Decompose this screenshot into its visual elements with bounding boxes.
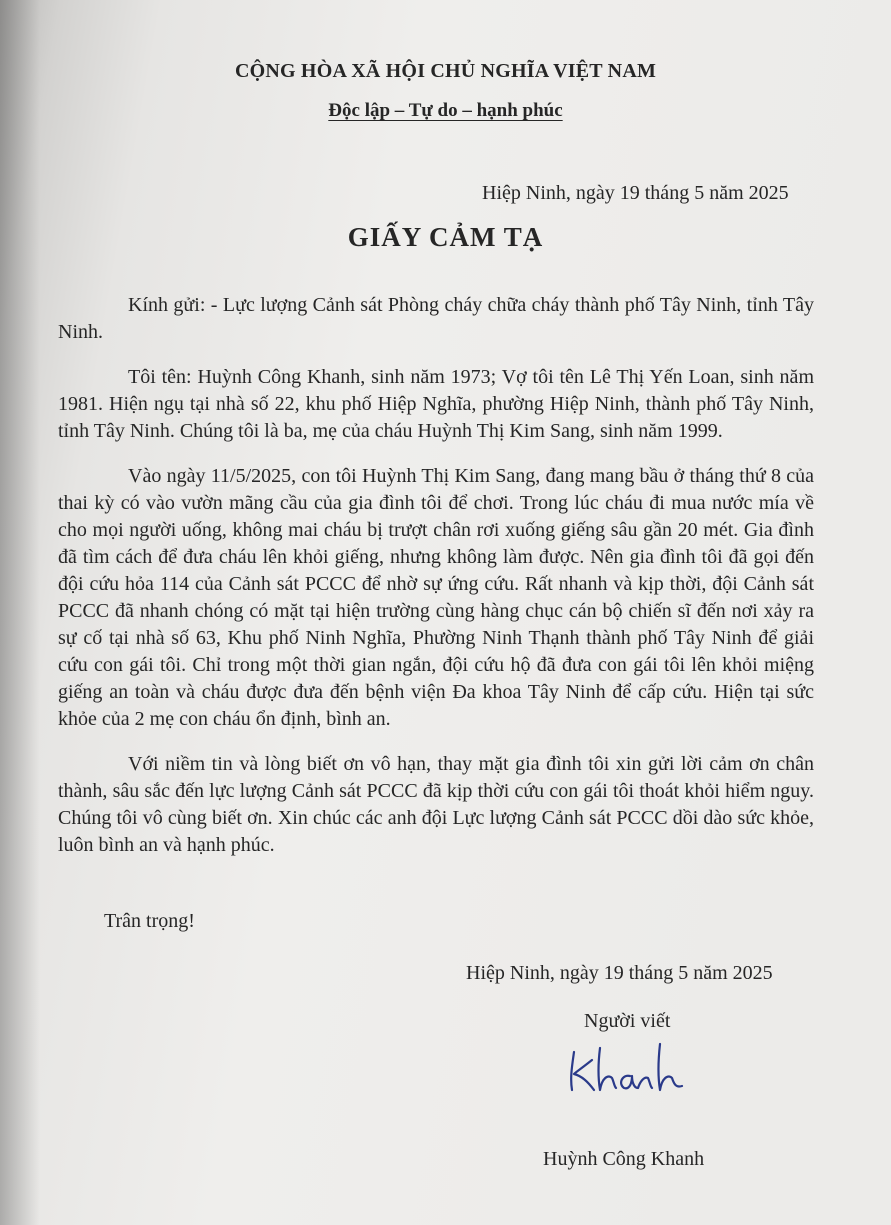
introduction-paragraph: Tôi tên: Huỳnh Công Khanh, sinh năm 1973; Vợ tôi tên Lê Thị Yến Loan, sinh năm 1981. Hiện ngụ tại nhà số 22, khu phố Hiệp Nghĩa, phường Hiệp Ninh, thành phố Tây Ninh, tỉnh Tây Ninh. Chúng tôi là ba, mẹ của cháu Huỳnh Thị Kim Sang, sinh năm 1999. xyxy=(58,366,814,442)
incident-paragraph: Vào ngày 11/5/2025, con tôi Huỳnh Thị Kim Sang, đang mang bầu ở tháng thứ 8 của thai kỳ có vào vườn mãng cầu của gia đình tôi để chơi. Trong lúc cháu đi mua nước mía về cho mọi người uống, không mai cháu bị trượt chân rơi xuống giếng sâu gần 20 mét. Gia đình đã tìm cách để đưa cháu lên khỏi giếng, nhưng không làm được. Nên gia đình tôi đã gọi đến đội cứu hỏa 114 của Cảnh sát PCCC để nhờ sự ứng cứu. Rất nhanh và kịp thời, đội Cảnh sát PCCC đã nhanh chóng có mặt tại hiện trường cùng hàng chục cán bộ chiến sĩ đến nơi xảy ra sự cố tại nhà số 63, Khu phố Ninh Nghĩa, Phường Ninh Thạnh thành phố Tây Ninh để giải cứu con gái tôi. Chỉ trong một thời gian ngắn, đội cứu hộ đã đưa con gái tôi lên khỏi miệng giếng an toàn và cháu được đưa đến bệnh viện Đa khoa Tây Ninh để cấp cứu. Hiện tại sức khỏe của 2 mẹ con cháu ổn định, bình an. xyxy=(58,465,814,730)
salutation-paragraph: Kính gửi: - Lực lượng Cảnh sát Phòng cháy chữa cháy thành phố Tây Ninh, tỉnh Tây Ninh. xyxy=(58,294,814,343)
gratitude-paragraph: Với niềm tin và lòng biết ơn vô hạn, thay mặt gia đình tôi xin gửi lời cảm ơn chân thành, sâu sắc đến lực lượng Cảnh sát PCCC đã kịp thời cứu con gái tôi thoát khỏi hiểm nguy. Chúng tôi vô cùng biết ơn. Xin chúc các anh đội Lực lượng Cảnh sát PCCC dồi dào sức khỏe, luôn bình an và hạnh phúc. xyxy=(58,753,814,856)
page-shadow xyxy=(0,0,40,1225)
motto-heading xyxy=(0,100,891,122)
letter-body xyxy=(58,292,814,877)
date-place-bottom: Hiệp Ninh, ngày 19 tháng 5 năm 2025 xyxy=(466,962,773,984)
motto-text: Độc lập – Tự do – hạnh phúc xyxy=(328,100,563,121)
signer-name: Huỳnh Công Khanh xyxy=(543,1148,705,1170)
writer-label: Người viết xyxy=(584,1010,671,1032)
letter-title: GIẤY CẢM TẠ xyxy=(347,222,544,252)
date-place-top: Hiệp Ninh, ngày 19 tháng 5 năm 2025 xyxy=(482,182,789,204)
nation-heading: CỘNG HÒA XÃ HỘI CHỦ NGHĨA VIỆT NAM xyxy=(234,60,657,82)
handwritten-signature xyxy=(560,1038,690,1098)
closing-text: Trân trọng! xyxy=(104,910,195,932)
